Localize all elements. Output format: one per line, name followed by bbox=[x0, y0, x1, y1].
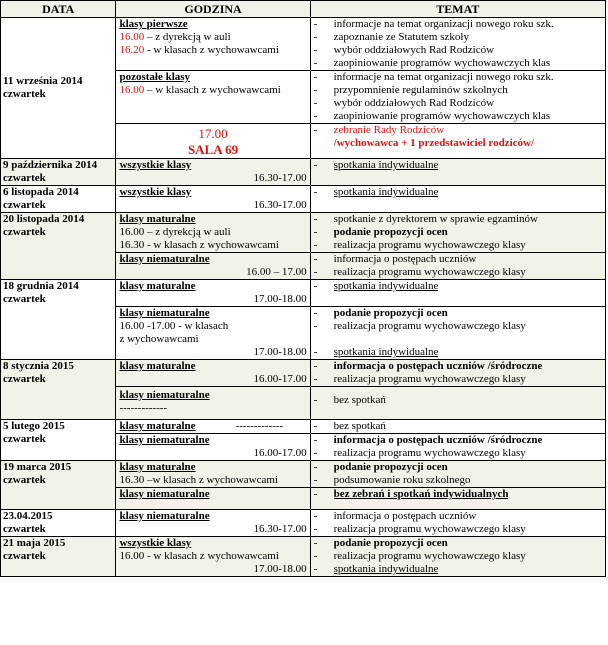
topic-cell bbox=[310, 461, 605, 488]
time-range: 17.00-18.00 bbox=[253, 346, 307, 358]
topic-item: - informacja o postępach uczniów bbox=[313, 510, 477, 522]
time-range: 17.00-18.00 bbox=[253, 293, 307, 305]
group-title: klasy niematuralne bbox=[119, 510, 210, 522]
time-cell bbox=[116, 213, 310, 253]
group-title: klasy maturalne bbox=[119, 461, 196, 473]
time-line: 16.00 -17.00 - w klasach bbox=[119, 320, 229, 332]
date-cell bbox=[1, 186, 116, 213]
date-text: 21 maja 2015 bbox=[3, 537, 66, 549]
topic-cell bbox=[310, 360, 605, 387]
time-line: 16.30 - w klasach z wychowawcami bbox=[119, 239, 279, 251]
time-line: 16.20 - w klasach z wychowawcami bbox=[119, 44, 279, 56]
group-title: wszystkie klasy bbox=[119, 159, 192, 171]
time-cell bbox=[116, 461, 310, 488]
topic-cell bbox=[310, 71, 605, 124]
time-cell bbox=[116, 159, 310, 186]
topic-item: - wybór oddziałowych Rad Rodziców bbox=[313, 97, 495, 109]
group-title: klasy maturalne bbox=[119, 280, 196, 292]
time-cell bbox=[116, 124, 310, 159]
topic-cell bbox=[310, 420, 605, 434]
time-range: 16.30-17.00 bbox=[253, 523, 307, 535]
meeting-room: SALA 69 bbox=[187, 142, 239, 157]
topic-cell bbox=[310, 387, 605, 420]
group-title: klasy niematuralne bbox=[119, 307, 210, 319]
time-cell bbox=[116, 18, 310, 71]
topic-item: - realizacja programu wychowawczego klasy bbox=[313, 320, 526, 332]
date-text: 8 stycznia 2015 bbox=[3, 360, 74, 372]
topic-item: - realizacja programu wychowawczego klasy bbox=[313, 447, 526, 459]
group-title: klasy niematuralne bbox=[119, 488, 210, 500]
topic-cell bbox=[310, 434, 605, 461]
header-godzina: GODZINA bbox=[116, 1, 310, 18]
topic-item: - podanie propozycji ocen bbox=[313, 461, 448, 473]
time-line: 16.00 – z dyrekcją w auli bbox=[119, 31, 231, 43]
time-cell bbox=[116, 253, 310, 280]
topic-item: - informacje na temat organizacji nowego roku szk. bbox=[313, 71, 554, 83]
date-text: 19 marca 2015 bbox=[3, 461, 72, 473]
date-text: 11 września 2014 bbox=[3, 75, 83, 87]
topic-item: - podanie propozycji ocen bbox=[313, 226, 448, 238]
time-cell bbox=[116, 186, 310, 213]
topic-item: - zaopiniowanie programów wychowawczych klas bbox=[313, 110, 551, 122]
topic-item: - realizacja programu wychowawczego klasy bbox=[313, 523, 526, 535]
time-cell bbox=[116, 420, 310, 434]
date-cell bbox=[1, 420, 116, 461]
date-text: 9 października 2014 bbox=[3, 159, 98, 171]
date-cell bbox=[1, 280, 116, 360]
time-range: 16.00-17.00 bbox=[253, 447, 307, 459]
time-range: 16.30-17.00 bbox=[253, 199, 307, 211]
table-row bbox=[1, 280, 606, 307]
topic-item: - spotkanie z dyrektorem w sprawie egzaminów bbox=[313, 213, 538, 225]
time-cell bbox=[116, 510, 310, 537]
table-row bbox=[1, 186, 606, 213]
time-range: 16.30-17.00 bbox=[253, 172, 307, 184]
date-cell bbox=[1, 510, 116, 537]
table-row bbox=[1, 510, 606, 537]
topic-item: - informacje na temat organizacji nowego roku szk. bbox=[313, 18, 554, 30]
topic-item: - zapoznanie ze Statutem szkoły bbox=[313, 31, 469, 43]
group-title: klasy maturalne bbox=[119, 360, 196, 372]
topic-item: - spotkania indywidualne bbox=[313, 159, 439, 171]
header-temat: TEMAT bbox=[310, 1, 605, 18]
day-text: czwartek bbox=[3, 172, 46, 184]
topic-item: - realizacja programu wychowawczego klasy bbox=[313, 239, 526, 251]
table-row bbox=[1, 537, 606, 577]
time-cell bbox=[116, 387, 310, 420]
topic-item: - realizacja programu wychowawczego klasy bbox=[313, 373, 526, 385]
topic-item: - spotkania indywidualne bbox=[313, 280, 439, 292]
topic-cell bbox=[310, 186, 605, 213]
time-cell bbox=[116, 307, 310, 360]
topic-cell bbox=[310, 159, 605, 186]
table-row bbox=[1, 420, 606, 434]
time-cell bbox=[116, 488, 310, 510]
topic-item: - bez zebrań i spotkań indywidualnych bbox=[313, 488, 509, 500]
day-text: czwartek bbox=[3, 550, 46, 562]
time-line: 16.00 – z dyrekcją w auli bbox=[119, 226, 231, 238]
group-title: wszystkie klasy bbox=[119, 537, 192, 549]
topic-item: - bez spotkań bbox=[313, 420, 386, 432]
topic-cell bbox=[310, 510, 605, 537]
topic-item: - podanie propozycji ocen bbox=[313, 307, 448, 319]
time-line: z wychowawcami bbox=[119, 333, 199, 345]
topic-item: - spotkania indywidualne bbox=[313, 563, 439, 575]
day-text: czwartek bbox=[3, 474, 46, 486]
group-title: klasy pierwsze bbox=[119, 18, 188, 30]
time-line: 16.00 – w klasach z wychowawcami bbox=[119, 84, 281, 96]
topic-cell bbox=[310, 124, 605, 159]
table-row bbox=[1, 213, 606, 253]
date-text: 23.04.2015 bbox=[3, 510, 53, 522]
header-row bbox=[1, 1, 606, 18]
date-cell bbox=[1, 461, 116, 510]
topic-item: - podsumowanie roku szkolnego bbox=[313, 474, 471, 486]
date-cell bbox=[1, 18, 116, 159]
topic-item: - bez spotkań bbox=[313, 394, 386, 406]
date-text: 18 grudnia 2014 bbox=[3, 280, 79, 292]
topic-item: - spotkania indywidualne bbox=[313, 346, 439, 358]
table-row bbox=[1, 159, 606, 186]
day-text: czwartek bbox=[3, 433, 46, 445]
topic-item: - informacja o postępach uczniów /śródroczne bbox=[313, 434, 543, 446]
topic-cell bbox=[310, 213, 605, 253]
topic-item: - realizacja programu wychowawczego klasy bbox=[313, 550, 526, 562]
time-line: 16.00 - w klasach z wychowawcami bbox=[119, 550, 279, 562]
topic-cell bbox=[310, 537, 605, 577]
date-cell bbox=[1, 360, 116, 420]
topic-item: - informacja o postępach uczniów bbox=[313, 253, 477, 265]
dashes: ------------- bbox=[119, 402, 168, 414]
table-row bbox=[1, 18, 606, 71]
day-text: czwartek bbox=[3, 88, 46, 100]
date-text: 6 listopada 2014 bbox=[3, 186, 79, 198]
group-title: klasy niematuralne bbox=[119, 434, 210, 446]
topic-item: - wybór oddziałowych Rad Rodziców bbox=[313, 44, 495, 56]
time-range: 16.00 – 17.00 bbox=[246, 266, 307, 278]
topic-item: - podanie propozycji ocen bbox=[313, 537, 448, 549]
time-cell bbox=[116, 434, 310, 461]
day-text: czwartek bbox=[3, 199, 46, 211]
time-cell bbox=[116, 360, 310, 387]
group-line: klasy maturalne ------------- bbox=[119, 420, 284, 432]
topic-cell bbox=[310, 280, 605, 307]
table-row bbox=[1, 461, 606, 488]
group-title: klasy maturalne bbox=[119, 213, 196, 225]
date-cell bbox=[1, 159, 116, 186]
time-range: 17.00-18.00 bbox=[253, 563, 307, 575]
topic-cell bbox=[310, 488, 605, 510]
time-cell bbox=[116, 71, 310, 124]
topic-item: - spotkania indywidualne bbox=[313, 186, 439, 198]
day-text: czwartek bbox=[3, 373, 46, 385]
date-cell bbox=[1, 537, 116, 577]
topic-item: - zebranie Rady Rodziców bbox=[313, 124, 445, 136]
topic-item: - przypomnienie regulaminów szkolnych bbox=[313, 84, 508, 96]
topic-item: - realizacja programu wychowawczego klasy bbox=[313, 266, 526, 278]
time-cell bbox=[116, 537, 310, 577]
day-text: czwartek bbox=[3, 226, 46, 238]
time-cell bbox=[116, 280, 310, 307]
day-text: czwartek bbox=[3, 523, 46, 535]
group-title: pozostałe klasy bbox=[119, 71, 191, 83]
time-line: 16.30 –w klasach z wychowawcami bbox=[119, 474, 279, 486]
group-title: wszystkie klasy bbox=[119, 186, 192, 198]
topic-item: - informacja o postępach uczniów /śródroczne bbox=[313, 360, 543, 372]
table-row bbox=[1, 360, 606, 387]
topic-item: /wychowawca + 1 przedstawiciel rodziców/ bbox=[333, 137, 535, 149]
meeting-time: 17.00 bbox=[198, 126, 228, 141]
date-text: 20 listopada 2014 bbox=[3, 213, 85, 225]
group-title: klasy niematuralne bbox=[119, 253, 210, 265]
topic-cell bbox=[310, 253, 605, 280]
topic-cell bbox=[310, 18, 605, 71]
time-range: 16.00-17.00 bbox=[253, 373, 307, 385]
group-title: klasy niematuralne bbox=[119, 389, 210, 401]
topic-cell bbox=[310, 307, 605, 360]
topic-item: - zaopiniowanie programów wychowawczych klas bbox=[313, 57, 551, 69]
header-data: DATA bbox=[1, 1, 116, 18]
day-text: czwartek bbox=[3, 293, 46, 305]
date-text: 5 lutego 2015 bbox=[3, 420, 65, 432]
date-cell bbox=[1, 213, 116, 280]
